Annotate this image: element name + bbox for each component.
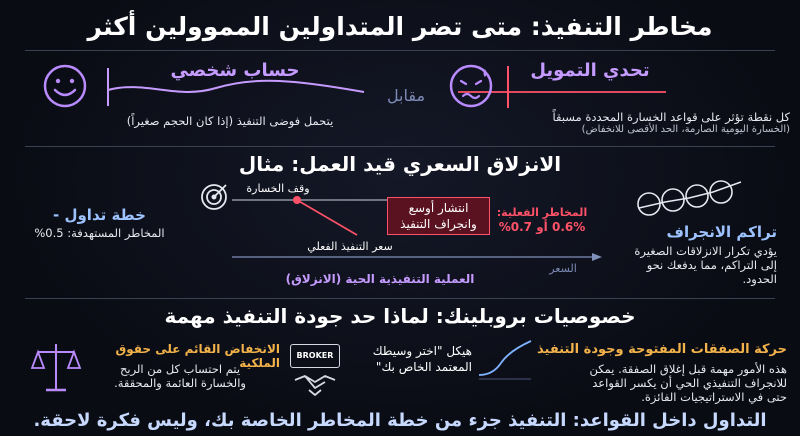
chart-curve-icon bbox=[475, 335, 535, 385]
live-process-label: العملية التنفيذية الحية (الانزلاق) bbox=[285, 272, 475, 286]
broker-sign: BROKER bbox=[290, 344, 340, 368]
spread-drift-box bbox=[387, 197, 490, 235]
plan-risk: المخاطر المستهدفة: 0.5% bbox=[34, 226, 165, 240]
accumulation-desc-1: يؤدي تكرار الانزلاقات الصغيرة bbox=[634, 244, 777, 258]
versus-label: مقابل bbox=[386, 86, 426, 105]
funding-desc-2: (الخسارة اليومية الصارمة، الحد الأقصى للانخفاض) bbox=[581, 124, 790, 135]
actual-price-label: سعر التنفيذ الفعلي bbox=[307, 240, 393, 253]
open-trades-title: حركة الصفقات المفتوحة وجودة التنفيذ bbox=[537, 342, 787, 357]
drift-circles-icon bbox=[635, 178, 747, 218]
divider bbox=[25, 50, 775, 51]
spread-line-1: انتشار أوسع bbox=[408, 201, 469, 215]
funding-challenge-label: تحدي التمويل bbox=[530, 60, 650, 81]
stop-loss-label: وقف الخسارة bbox=[246, 182, 310, 195]
propfirm-section-title: خصوصيات بروبلينك: لماذا حد جودة التنفيذ مهمة bbox=[164, 304, 636, 328]
personal-account-label: حساب شخصي bbox=[170, 60, 300, 81]
broker-structure-line-2: المعتمد الخاص بك" bbox=[375, 360, 472, 374]
personal-desc: يتحمل فوضى التنفيذ (إذا كان الحجم صغيراً) bbox=[126, 114, 334, 128]
funding-desc-1: كل نقطة تؤثر على قواعد الخسارة المحددة مسبقاً bbox=[552, 110, 790, 124]
open-trades-line-2: للانجراف التنفيذي الحي أن يكسر القواعد bbox=[592, 376, 787, 390]
target-icon bbox=[199, 182, 229, 212]
divider bbox=[25, 298, 775, 299]
handshake-icon bbox=[292, 370, 338, 398]
slippage-section-title: الانزلاق السعري قيد العمل: مثال bbox=[238, 152, 562, 176]
equity-drawdown-line-1: يتم احتساب كل من الربح bbox=[119, 362, 241, 376]
accumulation-title: تراكم الانجراف bbox=[666, 223, 777, 241]
plan-title: خطة تداول - bbox=[53, 206, 146, 224]
accumulation-desc-2: إلى التراكم، مما يدفعك نحو bbox=[646, 258, 777, 272]
stressed-face-icon bbox=[448, 63, 494, 109]
page-title: مخاطر التنفيذ: متى تضر المتداولين المموولين أكثر bbox=[87, 12, 713, 41]
scales-icon bbox=[30, 340, 82, 396]
actual-risk-label: المخاطر الفعلية: bbox=[496, 206, 588, 219]
open-trades-line-1: هذه الأمور مهمة قبل إغلاق الصفقة. يمكن bbox=[589, 362, 787, 376]
accumulation-desc-3: الحدود. bbox=[742, 272, 777, 286]
divider bbox=[25, 146, 775, 147]
happy-face-icon bbox=[42, 63, 88, 109]
footer-statement: التداول داخل القواعد: التنفيذ جزء من خطة المخاطر الخاصة بك، وليس فكرة لاحقة. bbox=[33, 410, 767, 431]
open-trades-line-3: حتى في الاستراتيجيات الفائزة. bbox=[641, 390, 787, 404]
equity-drawdown-line-2: والخسارة العائمة والمحققة. bbox=[114, 376, 246, 390]
broker-structure-line-1: هيكل "اختر وسيطك bbox=[372, 344, 472, 358]
spread-line-2: وانجراف التنفيذ bbox=[400, 217, 477, 231]
price-axis-label: السعر bbox=[549, 262, 577, 275]
equity-drawdown-title: الانخفاض القائم على حقوق الملكية bbox=[115, 342, 280, 370]
actual-risk-value: 0.6% أو 0.7% bbox=[498, 220, 586, 234]
